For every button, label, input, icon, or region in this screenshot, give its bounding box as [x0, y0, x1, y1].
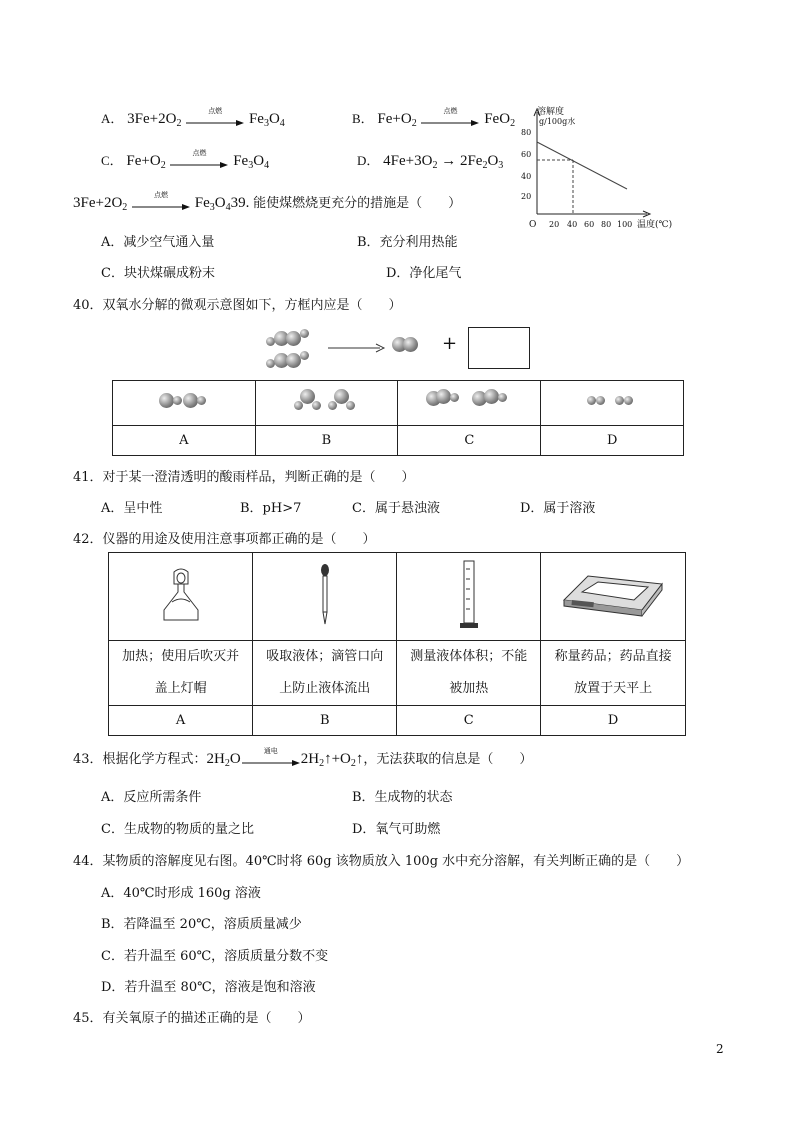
- graph-ylabel: 溶解度: [537, 107, 565, 117]
- xtick: O: [529, 220, 537, 230]
- ytick: 60: [521, 150, 532, 159]
- q38-option-d[interactable]: D． $4Fe+3O_2 \to 2Fe_2O_3$: [357, 153, 504, 171]
- q42-letter-a[interactable]: A: [109, 706, 253, 736]
- q43-option-a[interactable]: A．反应所需条件: [101, 790, 202, 805]
- page-number: 2: [716, 1042, 724, 1056]
- q40-options-table: [112, 380, 684, 456]
- q39-option-c[interactable]: C．块状煤碾成粉末: [101, 266, 215, 281]
- q38-option-c[interactable]: C． $Fe+O_2$ 点燃 $Fe_3O_4$: [101, 148, 270, 171]
- q42-cell-d-text[interactable]: 称量药品；药品直接 放置于天平上: [541, 641, 686, 706]
- q42-letter-d[interactable]: D: [541, 706, 686, 736]
- decomposition-diagram: [262, 327, 532, 377]
- alcohol-lamp-icon[interactable]: [109, 553, 253, 641]
- dropper-icon[interactable]: [253, 553, 397, 641]
- xtick: 100: [617, 220, 633, 229]
- q42-letter-b[interactable]: B: [253, 706, 397, 736]
- q39-stem-line: $3Fe+2O_2$ 点燃 $Fe_3O_439$. 能使煤燃烧更充分的措施是（ ）: [73, 190, 462, 213]
- reaction-arrow: 点燃: [132, 197, 190, 211]
- plus-sign: +: [442, 333, 458, 354]
- q44-option-c[interactable]: C．若升温至 60℃，溶质质量分数不变: [101, 949, 329, 964]
- reaction-arrow: 通电: [242, 753, 300, 767]
- q40-letter-d[interactable]: D: [541, 426, 684, 456]
- ytick: 20: [521, 192, 532, 201]
- xtick: 20: [549, 220, 560, 229]
- q41-stem: 41．对于某一澄清透明的酸雨样品，判断正确的是（ ）: [73, 470, 415, 485]
- q43-option-b[interactable]: B．生成物的状态: [352, 790, 453, 805]
- ytick: 80: [521, 128, 532, 137]
- q41-option-b[interactable]: B．pH>7: [240, 501, 302, 516]
- q44-option-d[interactable]: D．若升温至 80℃，溶液是饱和溶液: [101, 980, 316, 995]
- q42-stem: 42．仪器的用途及使用注意事项都正确的是（ ）: [73, 532, 376, 547]
- q42-options-table: [108, 552, 686, 736]
- reaction-arrow: 点燃: [170, 155, 228, 169]
- q40-stem: 40．双氧水分解的微观示意图如下，方框内应是（ ）: [73, 298, 402, 313]
- q39-option-a[interactable]: A．减少空气通入量: [101, 235, 215, 250]
- q43-stem: 43．根据化学方程式：$2H_2O$ 通电 $2H_2↑+O_2↑$，无法获取的信息是（ ）: [73, 746, 533, 769]
- q44-option-b[interactable]: B．若降温至 20℃，溶质质量减少: [101, 917, 302, 932]
- reaction-arrow: 点燃: [421, 113, 479, 127]
- q39-option-d[interactable]: D．净化尾气: [386, 266, 462, 281]
- graduated-cylinder-icon[interactable]: [397, 553, 541, 641]
- q44-option-a[interactable]: A．40℃时形成 160g 溶液: [101, 886, 261, 901]
- q42-cell-c-text[interactable]: 测量液体体积；不能 被加热: [397, 641, 541, 706]
- q40-cell-b-image[interactable]: [255, 381, 398, 426]
- solubility-curve: [537, 142, 627, 189]
- q41-option-d[interactable]: D．属于溶液: [520, 501, 596, 516]
- blank-box: [468, 327, 530, 369]
- solubility-graph: [515, 104, 690, 234]
- xtick: 60: [584, 220, 595, 229]
- q45-stem: 45．有关氧原子的描述正确的是（ ）: [73, 1011, 311, 1026]
- q41-option-a[interactable]: A．呈中性: [101, 501, 163, 516]
- ytick: 40: [521, 172, 532, 181]
- xtick: 40: [567, 220, 578, 229]
- xtick: 80: [601, 220, 612, 229]
- q41-option-c[interactable]: C．属于悬浊液: [352, 501, 440, 516]
- q43-option-d[interactable]: D．氧气可助燃: [352, 822, 441, 837]
- graph-xlabel: 温度(℃): [637, 220, 673, 230]
- q40-letter-b[interactable]: B: [255, 426, 398, 456]
- reaction-arrow-icon: [328, 343, 388, 353]
- q38-option-b[interactable]: B． $Fe+O_2$ 点燃 FeO$_2$: [352, 106, 516, 129]
- q40-cell-c-image[interactable]: [398, 381, 541, 426]
- q43-option-c[interactable]: C．生成物的物质的量之比: [101, 822, 254, 837]
- q42-letter-c[interactable]: C: [397, 706, 541, 736]
- q40-cell-a-image[interactable]: [113, 381, 256, 426]
- electronic-balance-icon[interactable]: [541, 553, 686, 641]
- q40-cell-d-image[interactable]: [541, 381, 684, 426]
- reaction-arrow: 点燃: [186, 113, 244, 127]
- q39-option-b[interactable]: B．充分利用热能: [357, 235, 458, 250]
- q44-stem: 44．某物质的溶解度见右图。40℃时将 60g 该物质放入 100g 水中充分溶解，有关判断正确的是（ ）: [73, 854, 690, 869]
- q40-letter-c[interactable]: C: [398, 426, 541, 456]
- q38-option-a[interactable]: A． $3Fe+2O_2$ 点燃 $Fe_3O_4$: [101, 106, 285, 129]
- q40-letter-a[interactable]: A: [113, 426, 256, 456]
- graph-yunit: g/100g水: [539, 117, 576, 126]
- q42-cell-b-text[interactable]: 吸取液体；滴管口向 上防止液体流出: [253, 641, 397, 706]
- q42-cell-a-text[interactable]: 加热；使用后吹灭并 盖上灯帽: [109, 641, 253, 706]
